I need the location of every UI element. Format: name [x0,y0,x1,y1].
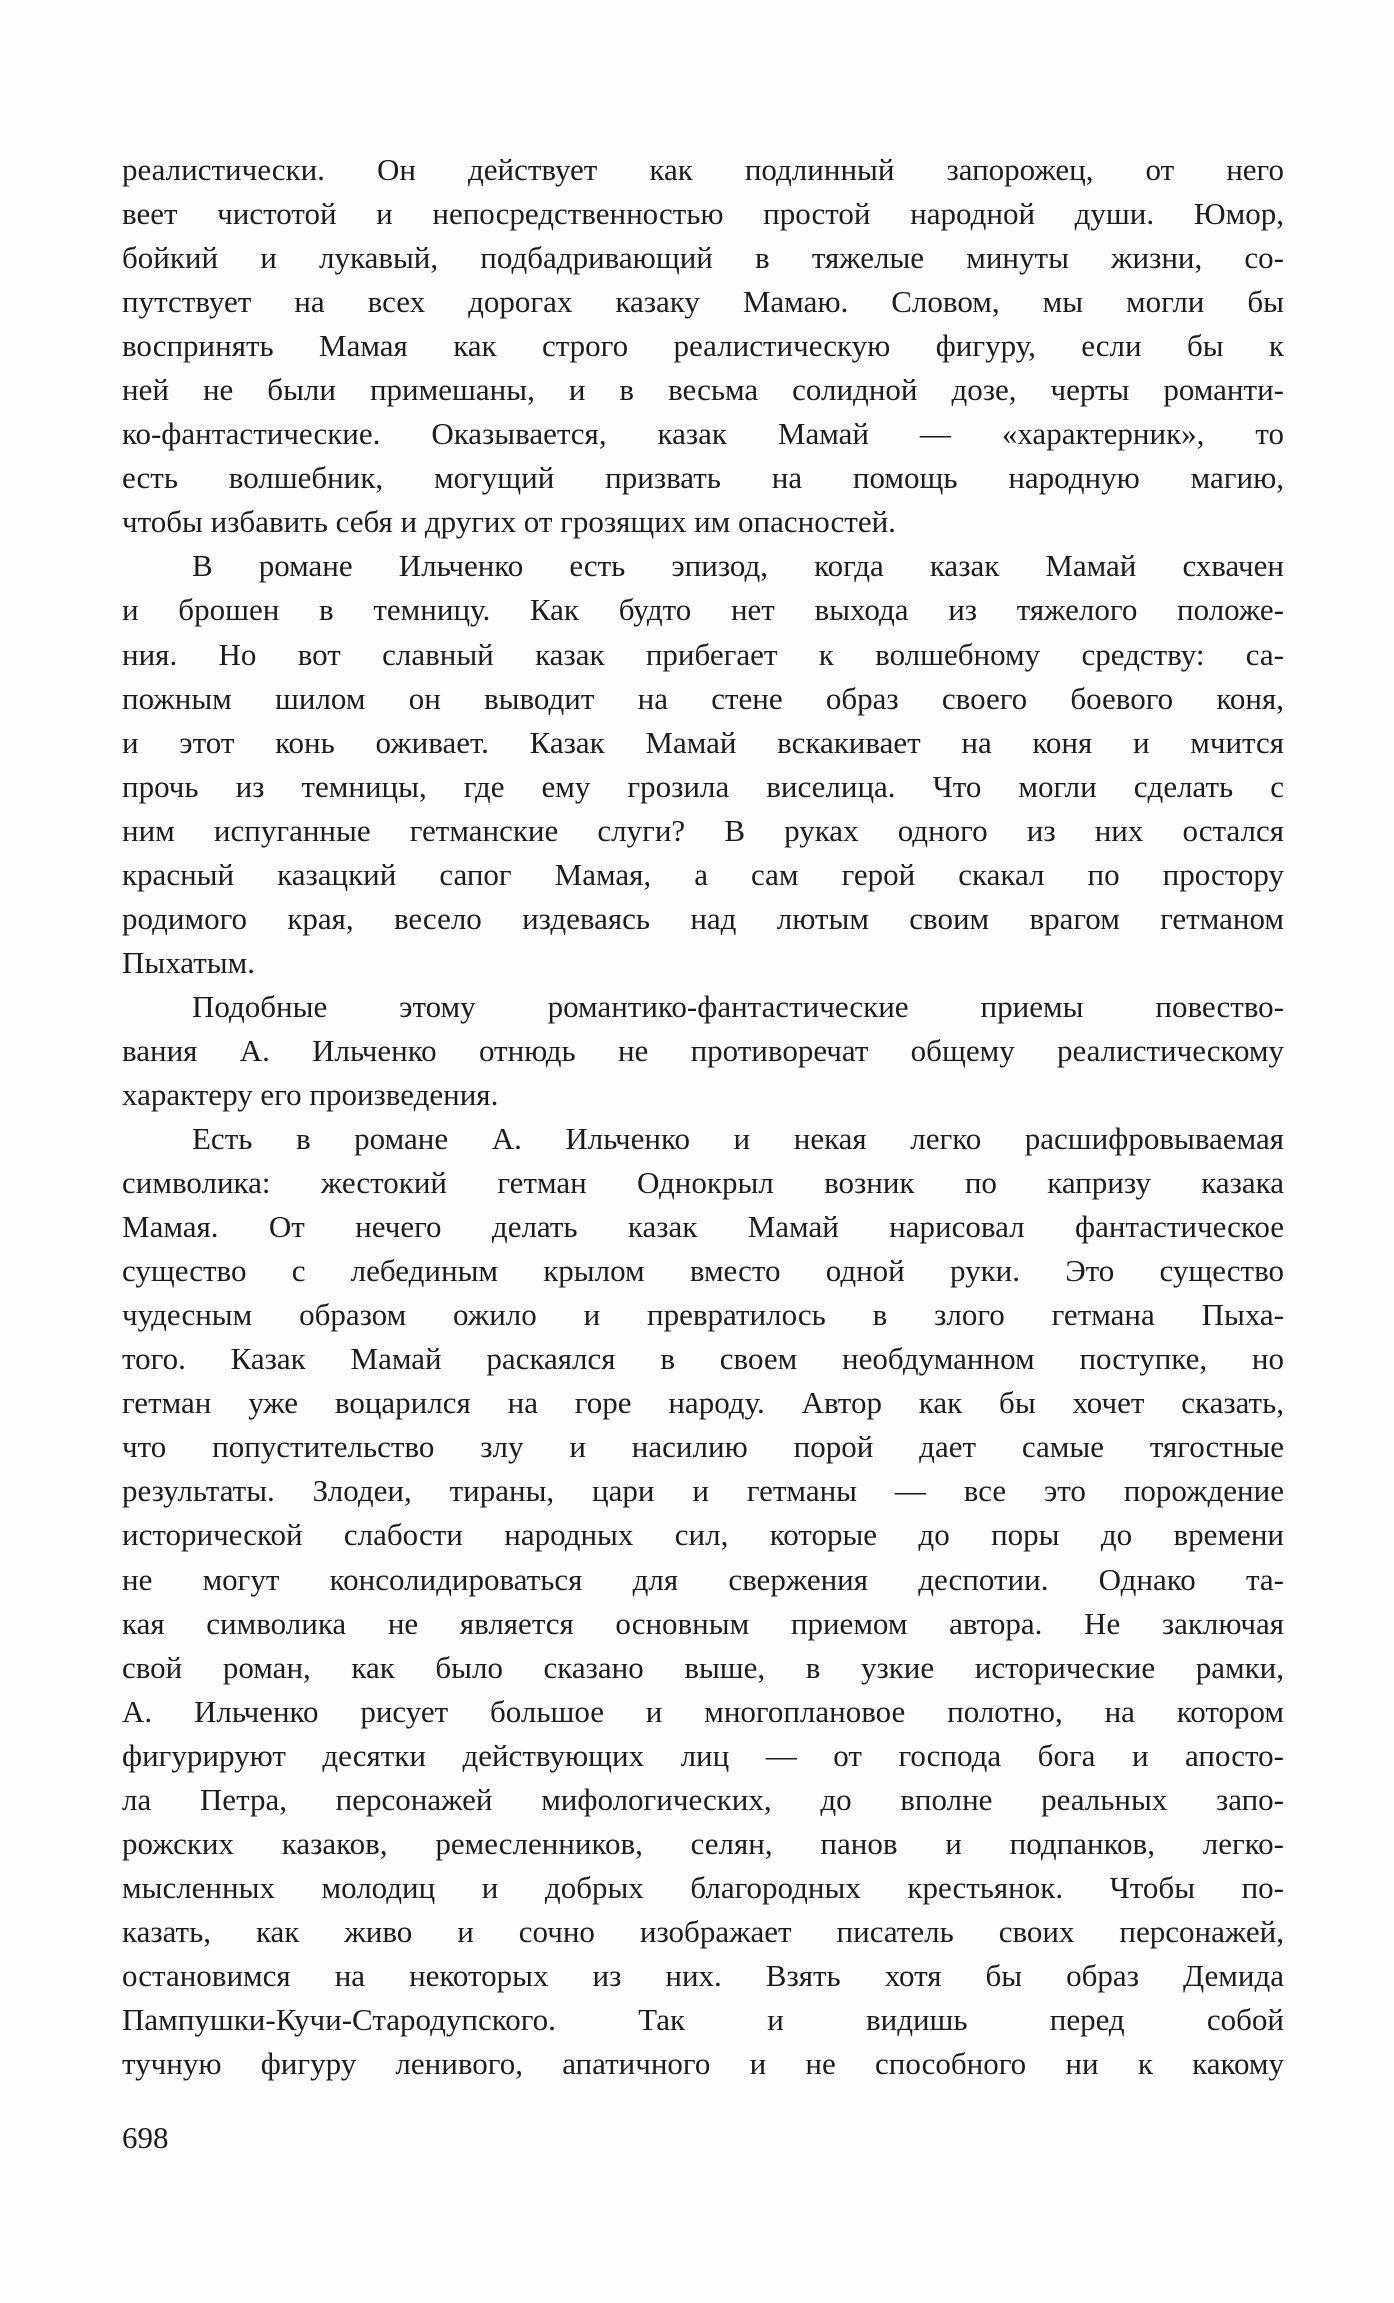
text-line: есть волшебник, могущий призвать на помощь народную магию, [122,460,1284,496]
body-text [122,148,1284,2086]
text-line: вания А. Ильченко отнюдь не противоречат общему реалистическому [122,1032,1284,1068]
text-line: остановимся на некоторых из них. Взять хотя бы образ Демида [122,1957,1284,1993]
text-line: фигурируют десятки действующих лиц — от господа бога и апосто- [122,1737,1284,1773]
text-line: ко-фантастические. Оказывается, казак Мамай — «характерник», то [122,416,1284,452]
text-line: чудесным образом ожило и превратилось в злого гетмана Пыха- [122,1297,1284,1333]
text-line: ней не были примешаны, и в весьма солидной дозе, черты романти- [122,372,1284,408]
text-line: и этот конь оживает. Казак Мамай вскакивает на коня и мчится [122,724,1284,760]
text-line: мысленных молодиц и добрых благородных крестьянок. Чтобы по- [122,1869,1284,1905]
text-line: тучную фигуру ленивого, апатичного и не способного ни к какому [122,2046,1284,2082]
text-line: исторической слабости народных сил, которые до поры до времени [122,1517,1284,1553]
text-line: того. Казак Мамай раскаялся в своем необдуманном поступке, но [122,1341,1284,1377]
text-line: не могут консолидироваться для свержения деспотии. Однако та- [122,1561,1284,1597]
text-line: чтобы избавить себя и других от грозящих им опасностей. [122,504,896,540]
text-line: Мамая. От нечего делать казак Мамай нарисовал фантастическое [122,1209,1284,1245]
text-line: красный казацкий сапог Мамая, а сам герой скакал по простору [122,856,1284,892]
text-line: родимого края, весело издеваясь над лютым своим врагом гетманом [122,900,1284,936]
text-line: воспринять Мамая как строго реалистическую фигуру, если бы к [122,328,1284,364]
text-line: путствует на всех дорогах казаку Мамаю. Словом, мы могли бы [122,284,1284,320]
text-line: характеру его произведения. [122,1076,499,1112]
text-line: ния. Но вот славный казак прибегает к волшебному средству: са- [122,636,1284,672]
text-line: что попустительство злу и насилию порой дает самые тягостные [122,1429,1284,1465]
text-line: свой роман, как было сказано выше, в узкие исторические рамки, [122,1649,1284,1685]
text-line: бойкий и лукавый, подбадривающий в тяжелые минуты жизни, со- [122,240,1284,276]
text-line: реалистически. Он действует как подлинный запорожец, от него [122,152,1284,187]
text-line: рожских казаков, ремесленников, селян, панов и подпанков, легко- [122,1825,1284,1861]
text-line: ла Петра, персонажей мифологических, до вполне реальных запо- [122,1781,1284,1817]
paragraph-start-line: В романе Ильченко есть эпизод, когда казак Мамай схвачен [192,548,1284,584]
text-line: прочь из темницы, где ему грозила виселица. Что могли сделать с [122,768,1284,804]
text-line: результаты. Злодеи, тираны, цари и гетманы — все это порождение [122,1473,1284,1509]
text-line: А. Ильченко рисует большое и многоплановое полотно, на котором [122,1693,1284,1729]
text-line: Пыхатым. [122,944,256,980]
paragraph-start-line: Есть в романе А. Ильченко и некая легко расшифровываемая [192,1121,1284,1157]
paragraph-start-line: Подобные этому романтико-фантастические приемы повество- [192,988,1284,1024]
text-line: существо с лебединым крылом вместо одной руки. Это существо [122,1253,1284,1289]
text-line: и брошен в темницу. Как будто нет выхода из тяжелого положе- [122,592,1284,628]
text-line: веет чистотой и непосредственностью простой народной души. Юмор, [122,196,1284,232]
text-line: кая символика не является основным приемом автора. Не заключая [122,1605,1284,1641]
page-number: 698 [122,2120,169,2155]
text-line: пожным шилом он выводит на стене образ своего боевого коня, [122,680,1284,716]
text-line: гетман уже воцарился на горе народу. Автор как бы хочет сказать, [122,1385,1284,1421]
text-line: казать, как живо и сочно изображает писатель своих персонажей, [122,1913,1284,1949]
text-line: ним испуганные гетманские слуги? В руках одного из них остался [122,812,1284,848]
text-line: символика: жестокий гетман Однокрыл возник по капризу казака [122,1165,1284,1201]
text-line: Пампушки-Кучи-Стародупского. Так и видишь перед собой [122,2001,1284,2037]
